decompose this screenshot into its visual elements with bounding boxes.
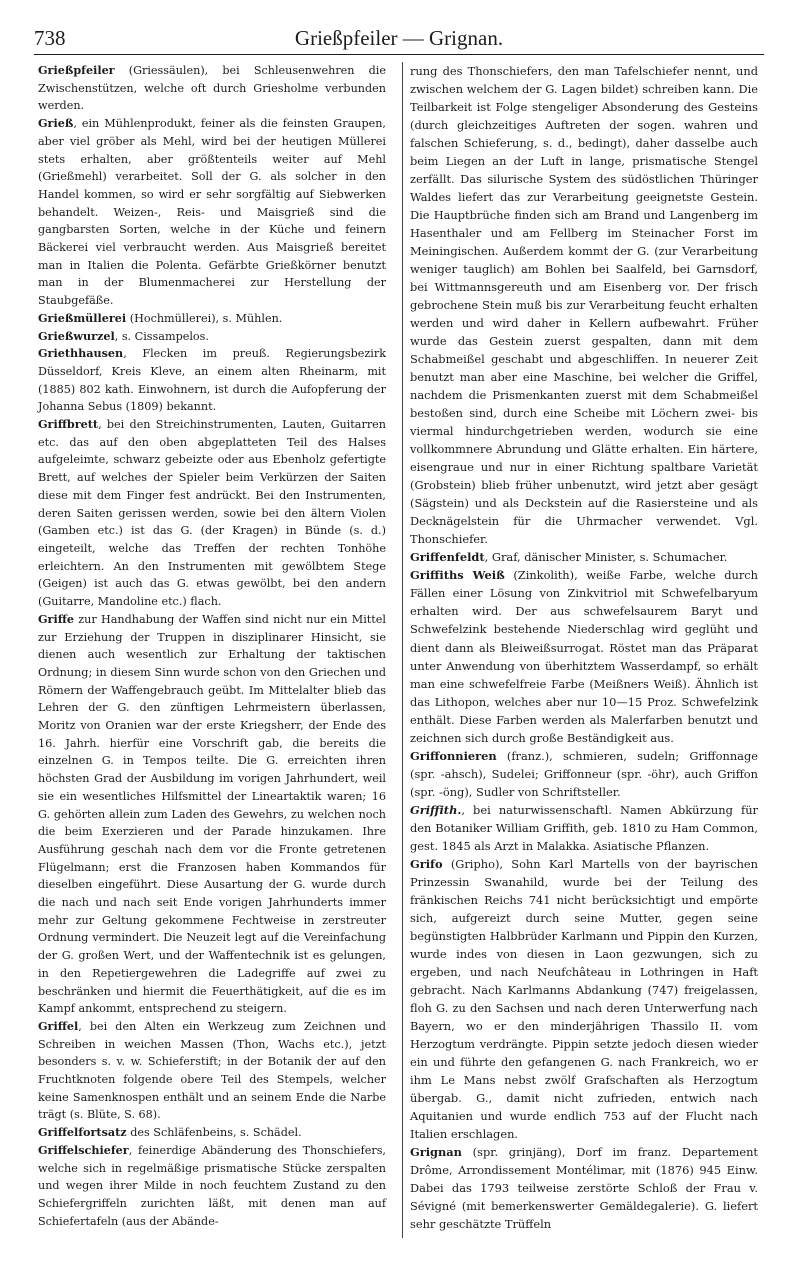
page-header [34,26,764,55]
entry-text: , bei den Streichinstrumenten, Lauten, Guitarren etc. das auf den oben abgeplatteten Teil des Halses aufgeleimte, schwarz gebeizte oder aus Ebenholz gefertigte Brett, auf welches der Spieler beim Verkürzen der Saiten diese mit dem Finger fest andrückt. Bei den Instrumenten, deren Saiten gerissen werden, sowie bei den ältern Violen (Gamben etc.) ist das G. (der Kragen) in Bünde (s. d.) eingeteilt, welche das Treffen der rechten Tonhöhe erleichtern. An den Instrumenten mit gewölbtem Stege (Geigen) ist auch das G. etwas gewölbt, bei den andern (Guitarre, Mandoline etc.) flach. [38,418,386,609]
page-number: 738 [34,26,66,50]
dictionary-entry [38,1018,386,1124]
entry-text: (spr. grinjäng), Dorf im franz. Departement Drôme, Arrondissement Montélimar, mit (1876) 945 Einw. Dabei das 1793 teilweise zerstörte Schloß der Frau v. Sévigné (mit bemerkenswerter Gemäldegalerie). G. liefert sehr geschätzte Trüffeln [410,1144,758,1231]
dictionary-entry [38,1142,386,1231]
dictionary-entry [410,801,758,855]
entry-text: des Schläfenbeins, s. Schädel. [126,1126,302,1140]
entry-headword: Griffel [38,1018,79,1033]
dictionary-entry [38,62,386,115]
entry-text: zur Handhabung der Waffen sind nicht nur ein Mittel zur Erziehung der Truppen in disziplinarer Hinsicht, sie dienen auch wesentlich zur Erhaltung der taktischen Ordnung; in diesem Sinn wurde schon von den Griechen und Römern der Waffengebrauch geübt. Im Mittelalter blieb das Lehren der G. den zünftigen Lehrmeistern überlassen, Moritz von Oranien war der erste Kriegsherr, der Ende des 16. Jahrh. hierfür eine Vorschrift gab, die bereits die einzelnen G. in Tempos teilte. Die G. erreichten ihren höchsten Grad der Ausbildung im vorigen Jahrhundert, weil sie ein wesentliches Hilfsmittel der Lineartaktik waren; 16 G. gehörten allein zum Laden des Gewehrs, zu welchen noch die beim Exerzieren und der Parade hinzukamen. Ihre Ausführung geschah nach dem vor die Fronte getretenen Flügelmann; erst die Franzosen haben Kommandos für dieselben eingeführt. Diese Ausartung der G. wurde durch die nach und nach seit Ende vorigen Jahrhunderts immer mehr zur Geltung gekommene Fechtweise in zerstreuter Ordnung vermindert. Die Neuzeit legt auf die Vereinfachung der G. großen Wert, und der Waffentechnik ist es gelungen, in den Repetiergewehren die Ladegriffe auf zwei zu beschränken und hiermit die Feuerthätigkeit, auf die es im Kampf ankommt, entsprechend zu steigern. [38,612,386,1016]
entry-text: (Zinkolith), weiße Farbe, welche durch Fällen einer Lösung von Zinkvitriol mit Schwefelbaryum erhalten wird. Der aus schwefelsaurem Baryt und Schwefelzink bestehende Niederschlag wird geglüht und dient dann als Bleiweißsurrogat. Röstet man das Präparat unter Anwendung von überhitztem Wasserdampf, so erhält man eine schwefelfreie Farbe (Meißners Weiß). Ähnlich ist das Lithopon, welches aber nur 10—15 Proz. Schwefelzink enthält. Diese Farben werden als Malerfarben benutzt und zeichnen sich durch große Beständigkeit aus. [410,568,758,745]
entry-headword: Grignan [410,1144,462,1159]
entry-headword: Griffelschiefer [38,1142,129,1157]
entry-headword: Griffbrett [38,417,99,432]
left-column [38,62,386,1230]
entry-text: (Hochmüllerei), s. Mühlen. [126,311,283,325]
dictionary-entry [38,328,386,346]
entry-text: (Griessäulen), bei Schleusenwehren die Zwischenstützen, welche oft durch Griesholme verbunden werden. [38,64,386,113]
entry-text: , Graf, dänischer Minister, s. Schumacher. [484,550,728,565]
entry-headword: Griffenfeldt [410,550,485,565]
entry-headword: Griffelfortsatz [38,1125,127,1140]
dictionary-entry [38,310,386,328]
entry-headword: Grifo [410,856,443,871]
entry-headword: Grieß [38,116,74,131]
entry-headword: Griffiths Weiß [410,568,505,583]
entry-text: (Gripho), Sohn Karl Martells von der bayrischen Prinzessin Swanahild, wurde bei der Teilung des fränkischen Reichs 741 nicht berücksichtigt und empörte sich, aufgereizt durch seine Mutter, gegen seine begünstigten Halbbrüder Karlmann und Pippin den Kurzen, wurde indes von diesen in Laon gezwungen, sich zu ergeben, und nach Neufchâteau in Lothringen in Haft gebracht. Nach Karlmanns Abdankung (747) freigelassen, floh G. zu den Sachsen und nach deren Unterwerfung nach Bayern, wo er den minderjährigen Thassilo II. vom Herzogtum verdrängte. Pippin setzte jedoch diesen wieder ein und führte den gefangenen G. nach Frankreich, wo er ihm Le Mans nebst zwölf Grafschaften als Herzogtum übergab. G., damit nicht zufrieden, entwich nach Aquitanien und wurde endlich 753 auf der Flucht nach Italien erschlagen. [410,856,758,1141]
entry-headword: Griffith. [410,802,462,817]
entry-headword: Griffe [38,611,74,626]
entry-text: , Flecken im preuß. Regierungsbezirk Düsseldorf, Kreis Kleve, an einem alten Rheinarm, mit (1885) 802 kath. Einwohnern, ist durch die Aufopferung der Johanna Sebus (1809) bekannt. [38,347,386,414]
dictionary-entry [410,747,758,801]
entry-headword: Grießmüllerei [38,310,127,325]
right-column [410,62,758,1233]
entry-text: , bei den Alten ein Werkzeug zum Zeichnen und Schreiben in weichen Massen (Thon, Wachs etc.), jetzt besonders s. v. w. Schieferstift; in der Botanik der auf den Fruchtknoten folgende obere Teil des Stempels, welcher keine Samenknospen enthält und an seinem Ende die Narbe trägt (s. Blüte, S. 68). [38,1019,386,1122]
dictionary-entry [410,62,758,548]
dictionary-entry [410,566,758,746]
entry-headword: Grießpfeiler [38,63,115,77]
entry-headword: Grießwurzel [38,328,115,343]
column-divider [402,62,403,1238]
dictionary-entry [410,855,758,1143]
entry-text: (franz.), schmieren, sudeln; Griffonnage (spr. -ahsch), Sudelei; Griffonneur (spr. -öhr), auch Griffon (spr. -öng), Sudler von Schriftsteller. [410,748,758,799]
dictionary-entry [410,1143,758,1233]
entry-headword: Griethhausen [38,346,124,361]
entry-text: , bei naturwissenschaftl. Namen Abkürzung für den Botaniker William Griffith, geb. 1810 zu Ham Common, gest. 1845 als Arzt in Malakka. Asiatische Pflanzen. [410,802,758,853]
dictionary-entry [38,416,386,611]
dictionary-entry [38,345,386,416]
entry-text: , s. Cissampelos. [114,329,209,343]
running-title: Grießpfeiler — Grignan. [294,26,504,50]
dictionary-entry [38,1124,386,1142]
dictionary-entry [38,115,386,310]
dictionary-entry [410,548,758,566]
entry-text: rung des Thonschiefers, den man Tafelschiefer nennt, und zwischen welchem der G. Lagen bildet) schreiben kann. Die Teilbarkeit ist Folge stengeliger Absonderung des Gesteins (durch gleichzeitiges Auftreten der sogen. wahren und falschen Schieferung, s. d., bedingt), daher dasselbe auch beim Liegen an der Luft in lange, prismatische Stengel zerfällt. Das silurische System des südöstlichen Thüringer Waldes liefert das zur Verarbeitung geeignetste Gestein. Die Hauptbrüche finden sich am Brand und Langenberg im Hasenthaler und am Fellberg im Steinacher Forst im Meiningischen. Außerdem kommt der G. (zur Verarbeitung weniger tauglich) am Bohlen bei Saalfeld, bei Garnsdorf, bei Wittmannsgereuth und am Eisenberg vor. Der frisch gebrochene Stein muß bis zur Verarbeitung feucht erhalten werden und wird daher in Kellern aufbewahrt. Früher wurde das Gestein zuerst gespalten, dann mit dem Schabmeißel geschabt und abgeschliffen. In neuerer Zeit benutzt man aber eine Maschine, bei welcher die Griffel, nachdem die Prismenkanten zuerst mit dem Schabmeißel bestoßen sind, durch eine Scheibe mit Löchern zwei- bis viermal hindurchgetrieben werden, wodurch sie eine vollkommnere Abrundung und Glätte erhalten. Ein härtere, eisengraue und nur in einer Richtung spaltbare Varietät (Grobstein) blieb früher unbenutzt, wird jetzt aber gesägt (Sägstein) und als Deckstein auf die Rasiersteine und als Decknägelstein für die Uhrmacher verwendet. Vgl. Thonschiefer. [410,64,758,547]
entry-text: , ein Mühlenprodukt, feiner als die feinsten Graupen, aber viel gröber als Mehl, wird bei der heutigen Müllerei stets erhalten, aber größtenteils weiter auf Mehl (Grießmehl) verarbeitet. Soll der G. als solcher in den Handel kommen, so wird er sehr sorgfältig auf Siebwerken behandelt. Weizen-, Reis- und Maisgrieß sind die gangbarsten Sorten, welche in der Küche und feinern Bäckerei viel verbraucht werden. Aus Maisgrieß bereitet man in Italien die Polenta. Gefärbte Grießkörner benutzt man in der Blumenmacherei zur Herstellung der Staubgefäße. [38,117,386,308]
entry-text: , feinerdige Abänderung des Thonschiefers, welche sich in regelmäßige prismatische Stücke zerspalten und wegen ihrer Milde in noch feuchtem Zustand zu den Schiefergriffeln zurichten läßt, mit denen man auf Schiefertafeln (aus der Abände- [38,1143,386,1228]
dictionary-entry [38,611,386,1018]
entry-headword: Griffonnieren [410,748,497,763]
